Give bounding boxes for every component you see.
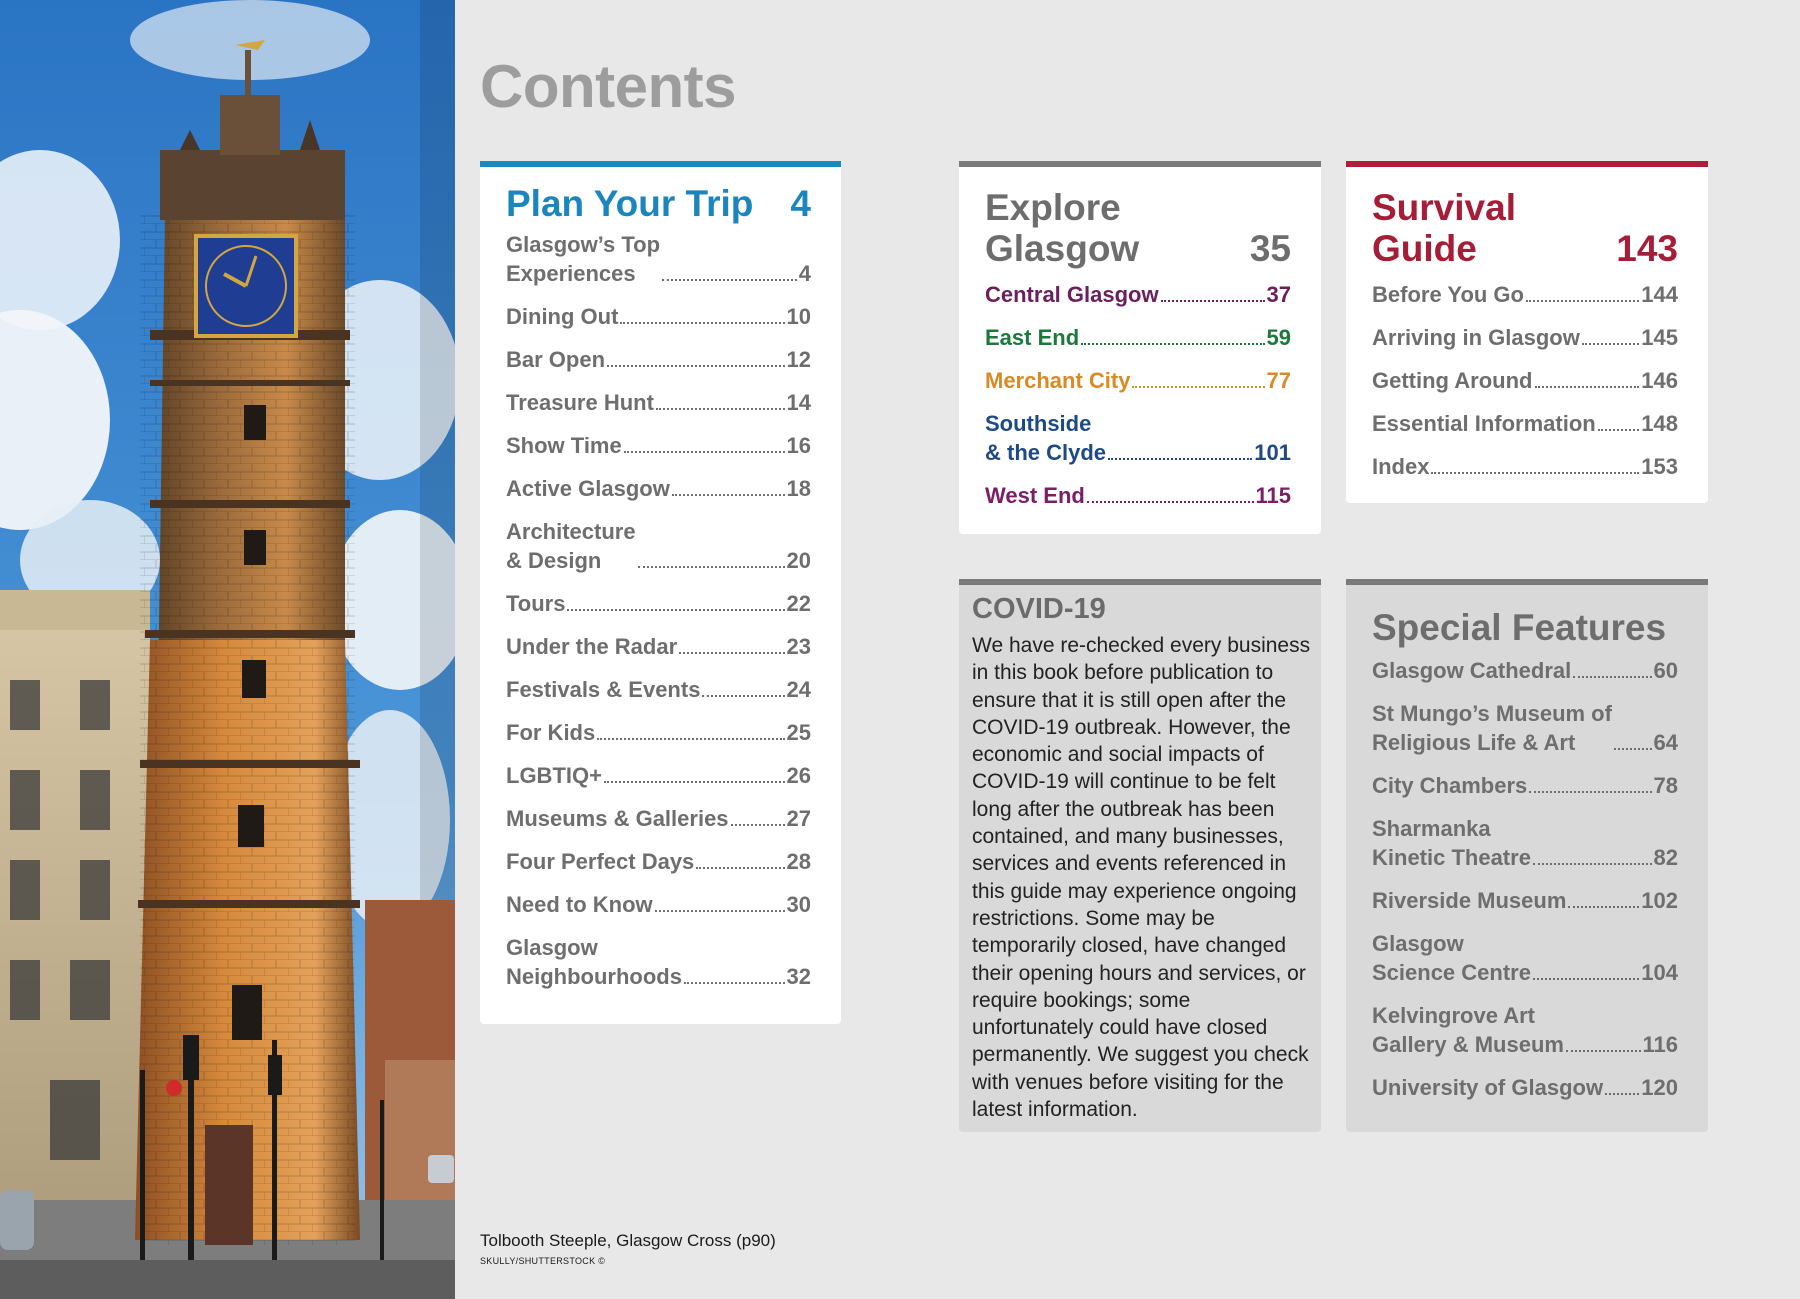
toc-entry-label: Merchant City	[985, 367, 1131, 393]
dot-leader	[1081, 343, 1264, 345]
dot-leader	[1533, 978, 1639, 980]
toc-entry-page: 115	[1255, 482, 1291, 508]
covid-notice-card	[959, 579, 1321, 1132]
dot-leader	[604, 781, 785, 783]
toc-entry[interactable]	[985, 481, 1291, 510]
toc-entry-page: 25	[786, 720, 811, 746]
plan-your-trip-card	[480, 161, 841, 1024]
toc-entry[interactable]	[506, 388, 811, 417]
toc-entry[interactable]	[506, 890, 811, 919]
toc-entry-page: 102	[1641, 888, 1678, 914]
dot-leader	[1568, 906, 1639, 908]
dot-leader	[731, 824, 785, 826]
toc-entry-label: Active Glasgow	[506, 476, 670, 502]
toc-entry-page: 120	[1641, 1075, 1678, 1101]
toc-entry-label: Riverside Museum	[1372, 888, 1567, 914]
toc-entry[interactable]	[1372, 366, 1678, 395]
toc-entry[interactable]	[1372, 409, 1678, 438]
dot-leader	[702, 695, 784, 697]
toc-entry-page: 32	[786, 964, 811, 990]
toc-entry[interactable]	[1372, 814, 1678, 872]
dot-leader	[696, 867, 784, 869]
toc-entry-label: Central Glasgow	[985, 281, 1159, 307]
card-accent-bar	[1346, 579, 1708, 585]
dot-leader	[1598, 429, 1640, 431]
toc-entry[interactable]	[506, 675, 811, 704]
toc-entry-label: Need to Know	[506, 892, 653, 918]
dot-leader	[1132, 386, 1264, 388]
toc-entry[interactable]	[506, 847, 811, 876]
toc-entry-label: Kelvingrove Art Gallery & Museum	[1372, 1003, 1564, 1058]
toc-entry-label: East End	[985, 324, 1080, 350]
special-features-card	[1346, 579, 1708, 1132]
toc-entry-label: Four Perfect Days	[506, 849, 695, 875]
plan-entries	[480, 230, 841, 991]
toc-entry-label: Southside & the Clyde	[985, 410, 1107, 465]
dot-leader	[607, 365, 784, 367]
toc-entry-label: Essential Information	[1372, 410, 1596, 436]
dot-leader	[1605, 1093, 1639, 1095]
special-entries	[1346, 656, 1708, 1102]
toc-entry-label: St Mungo’s Museum of Religious Life & Art	[1372, 701, 1612, 756]
toc-entry-label: Dining Out	[506, 304, 619, 330]
survival-heading-page: 143	[1616, 228, 1678, 270]
photo-caption: Tolbooth Steeple, Glasgow Cross (p90)	[480, 1231, 776, 1250]
toc-entry-label: Before You Go	[1372, 281, 1524, 307]
toc-entry[interactable]	[506, 589, 811, 618]
toc-entry-label: Architecture & Design	[506, 519, 636, 574]
toc-entry[interactable]	[506, 474, 811, 503]
dot-leader	[1533, 863, 1652, 865]
toc-entry-page: 64	[1653, 730, 1678, 756]
dot-leader	[679, 652, 784, 654]
dot-leader	[1582, 343, 1639, 345]
toc-entry[interactable]	[506, 517, 811, 575]
special-heading	[1372, 607, 1678, 648]
card-accent-bar	[959, 161, 1321, 167]
dot-leader	[656, 408, 785, 410]
dot-leader	[1526, 300, 1639, 302]
explore-heading-label: Explore Glasgow	[985, 187, 1140, 270]
toc-entry-label: Getting Around	[1372, 367, 1533, 393]
dot-leader	[597, 738, 784, 740]
toc-entry[interactable]	[506, 345, 811, 374]
toc-entry[interactable]	[985, 280, 1291, 309]
toc-entry[interactable]	[1372, 699, 1678, 757]
toc-entry[interactable]	[985, 323, 1291, 352]
explore-entries	[959, 280, 1321, 510]
toc-entry[interactable]	[1372, 929, 1678, 987]
toc-entry-label: Festivals & Events	[506, 677, 701, 703]
covid-title: COVID-19	[972, 593, 1106, 625]
photo-credit: SKULLY/SHUTTERSTOCK ©	[480, 1256, 606, 1266]
toc-entry-label: Treasure Hunt	[506, 390, 654, 416]
toc-entry-page: 12	[786, 347, 811, 373]
toc-entry-page: 145	[1641, 324, 1678, 350]
dot-leader	[655, 910, 785, 912]
dot-leader	[684, 982, 785, 984]
toc-entry-label: Tours	[506, 591, 566, 617]
survival-guide-card	[1346, 161, 1708, 503]
toc-entry[interactable]	[1372, 656, 1678, 685]
toc-entry-label: Show Time	[506, 433, 622, 459]
card-accent-bar	[1346, 161, 1708, 167]
toc-entry-page: 78	[1653, 773, 1678, 799]
toc-entry[interactable]	[506, 761, 811, 790]
toc-entry[interactable]	[1372, 1073, 1678, 1102]
toc-entry-label: Glasgow Neighbourhoods	[506, 935, 682, 990]
toc-entry-page: 24	[786, 677, 811, 703]
toc-entry[interactable]	[506, 230, 811, 288]
dot-leader	[1566, 1050, 1641, 1052]
dot-leader	[624, 451, 785, 453]
dot-leader	[1431, 472, 1639, 474]
toc-entry-page: 104	[1641, 960, 1678, 986]
toc-entry-page: 10	[786, 304, 811, 330]
toc-entry-label: University of Glasgow	[1372, 1075, 1604, 1101]
toc-entry-page: 82	[1653, 845, 1678, 871]
card-accent-bar	[480, 161, 841, 167]
toc-entry-page: 20	[786, 548, 811, 574]
dot-leader	[1087, 501, 1254, 503]
plan-heading-page: 4	[790, 183, 811, 224]
toc-entry[interactable]	[506, 718, 811, 747]
toc-entry-label: Arriving in Glasgow	[1372, 324, 1580, 350]
toc-entry-page: 148	[1641, 410, 1678, 436]
dot-leader	[662, 279, 797, 281]
dot-leader	[1614, 748, 1652, 750]
toc-entry[interactable]	[1372, 280, 1678, 309]
card-accent-bar	[959, 579, 1321, 585]
toc-entry-page: 27	[786, 806, 811, 832]
toc-entry-page: 23	[786, 634, 811, 660]
toc-entry[interactable]	[506, 933, 811, 991]
toc-entry-page: 30	[786, 892, 811, 918]
toc-entry-label: Sharmanka Kinetic Theatre	[1372, 816, 1531, 871]
special-heading-label: Special Features	[1372, 607, 1667, 648]
cover-photo	[0, 0, 455, 1299]
toc-entry-label: City Chambers	[1372, 773, 1528, 799]
toc-entry-page: 77	[1266, 367, 1291, 393]
toc-entry[interactable]	[506, 804, 811, 833]
survival-heading	[1372, 187, 1678, 270]
toc-entry-page: 146	[1641, 367, 1678, 393]
survival-heading-label: Survival Guide	[1372, 187, 1516, 270]
dot-leader	[1529, 791, 1651, 793]
toc-entry-label: LGBTIQ+	[506, 763, 602, 789]
survival-entries	[1346, 280, 1708, 481]
toc-entry[interactable]	[1372, 323, 1678, 352]
page-title: Contents	[480, 53, 736, 120]
explore-glasgow-card	[959, 161, 1321, 534]
toc-entry-label: For Kids	[506, 720, 596, 746]
toc-entry-label: Glasgow Cathedral	[1372, 658, 1572, 684]
dot-leader	[1108, 458, 1252, 460]
dot-leader	[1161, 300, 1265, 302]
toc-entry-label: Index	[1372, 453, 1430, 479]
toc-entry-page: 26	[786, 763, 811, 789]
dot-leader	[1535, 386, 1640, 388]
toc-entry[interactable]	[1372, 886, 1678, 915]
plan-heading	[506, 183, 811, 224]
toc-entry-label: Museums & Galleries	[506, 806, 729, 832]
dot-leader	[1573, 676, 1651, 678]
toc-entry-label: Under the Radar	[506, 634, 678, 660]
toc-entry-page: 16	[786, 433, 811, 459]
toc-entry-page: 18	[786, 476, 811, 502]
toc-entry-page: 116	[1642, 1032, 1678, 1058]
toc-entry-page: 59	[1266, 324, 1291, 350]
toc-entry-page: 14	[786, 390, 811, 416]
toc-entry-label: Bar Open	[506, 347, 606, 373]
toc-entry-page: 28	[786, 849, 811, 875]
toc-entry-label: Glasgow Science Centre	[1372, 931, 1531, 986]
toc-entry-page: 37	[1266, 281, 1291, 307]
toc-entry[interactable]	[1372, 452, 1678, 481]
toc-entry[interactable]	[1372, 1001, 1678, 1059]
dot-leader	[620, 322, 784, 324]
toc-entry[interactable]	[985, 366, 1291, 395]
toc-entry-page: 153	[1641, 453, 1678, 479]
dot-leader	[567, 609, 784, 611]
toc-entry-page: 4	[798, 261, 811, 287]
plan-heading-label: Plan Your Trip	[506, 183, 754, 224]
dot-leader	[638, 566, 785, 568]
tolbooth-steeple-photo	[0, 0, 455, 1299]
toc-entry[interactable]	[1372, 771, 1678, 800]
toc-entry-page: 101	[1254, 439, 1291, 465]
toc-entry[interactable]	[985, 409, 1291, 467]
toc-entry[interactable]	[506, 431, 811, 460]
toc-entry-page: 60	[1653, 658, 1678, 684]
toc-entry-label: Glasgow’s Top Experiences	[506, 232, 661, 287]
dot-leader	[672, 494, 785, 496]
toc-entry[interactable]	[506, 632, 811, 661]
toc-entry[interactable]	[506, 302, 811, 331]
toc-entry-page: 144	[1641, 281, 1678, 307]
covid-body: We have re-checked every business in this book before publication to ensure that it is still open after the COVID-19 outbreak. However, the economic and social impacts of COVID-19 will continue to be felt long after the outbreak has been contained, and many businesses, services and events referenced in this guide may experience ongoing restrictions. Some may be temporarily closed, have changed their opening hours and services, or require bookings; some unfortunately could have closed permanently. We suggest you check with venues before visiting for the latest information.	[972, 634, 1311, 1122]
explore-heading	[985, 187, 1291, 270]
explore-heading-page: 35	[1249, 228, 1291, 270]
toc-entry-label: West End	[985, 482, 1085, 508]
toc-entry-page: 22	[786, 591, 811, 617]
